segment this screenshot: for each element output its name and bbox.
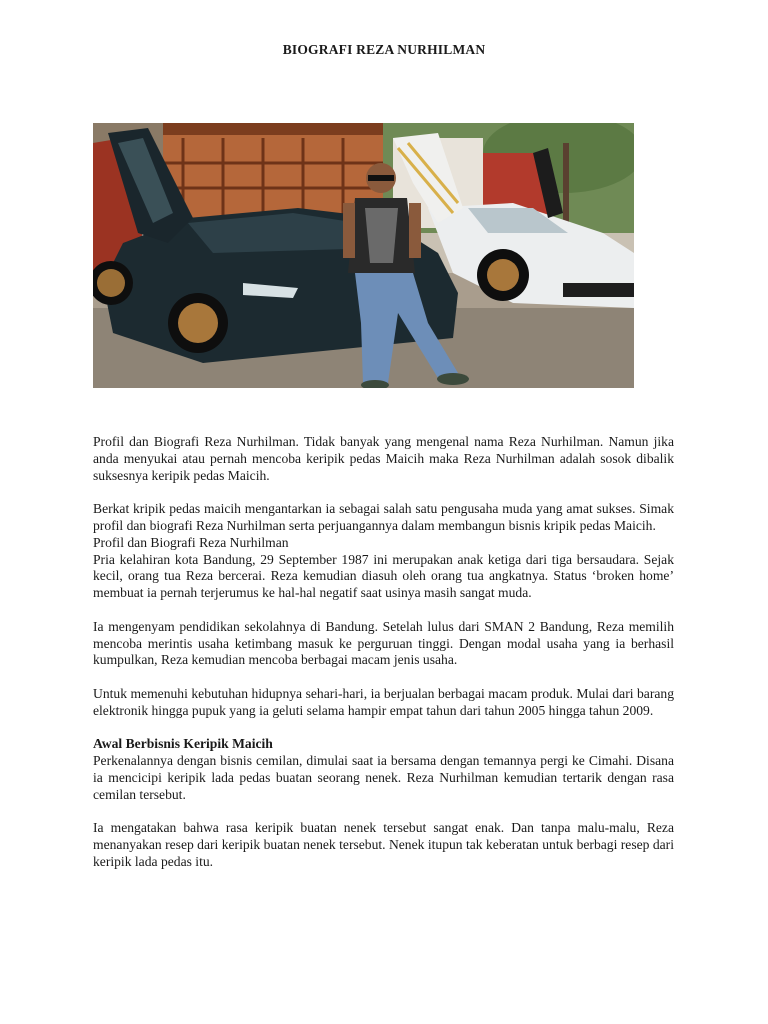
paragraph-cimahi: Perkenalannya dengan bisnis cemilan, dimulai saat ia bersama dengan temannya pergi ke Cimahi. Disana ia mencicipi keripik lada pedas buatan seorang nenek. Reza Nurhilman kemudian tertarik dengan rasa cemilan tersebut.: [93, 753, 674, 802]
section-heading: Awal Berbisnis Keripik Maicih: [93, 736, 273, 752]
document-title: BIOGRAFI REZA NURHILMAN: [282, 42, 486, 57]
paragraph-intro: Profil dan Biografi Reza Nurhilman. Tidak banyak yang mengenal nama Reza Nurhilman. Namun jika anda menyukai atau pernah mencoba keripik pedas Maicih maka Reza Nurhilman adalah sosok dibalik suksesnya keripik pedas Maicih.: [93, 434, 674, 483]
paragraph-education: Ia mengenyam pendidikan sekolahnya di Bandung. Setelah lulus dari SMAN 2 Bandung, Reza memilih mencoba merintis usaha ketimbang masuk ke perguruan tinggi. Dengan modal usaha yang ia berhasil kumpulkan, Reza kemudian mencoba berbagai macam jenis usaha.: [93, 618, 674, 668]
photo-man-with-sports-cars: [93, 123, 634, 388]
paragraph-success: Berkat kripik pedas maicih mengantarkan ia sebagai salah satu pengusaha muda yang amat sukses. Simak profil dan biografi Reza Nurhilman serta perjuangannya dalam membangun bisnis kripik pedas Maicih.: [93, 501, 674, 533]
paragraph-selling: Untuk memenuhi kebutuhan hidupnya sehari-hari, ia berjualan berbagai macam produk. Mulai dari barang elektronik hingga pupuk yang ia geluti selama hampir empat tahun dari tahun 2005 hingga tahun 2009.: [93, 685, 674, 718]
document-body: [93, 434, 674, 871]
paragraph-recipe: Ia mengatakan bahwa rasa keripik buatan nenek tersebut sangat enak. Dan tanpa malu-malu, Reza menanyakan resep dari keripik buatan nenek tersebut. Nenek itupun tak keberatan untuk berbagi resep dari keripik lada pedas itu.: [93, 820, 674, 869]
paragraph-early-life: Pria kelahiran kota Bandung, 29 September 1987 ini merupakan anak ketiga dari tiga bersaudara. Sejak kecil, orang tua Reza bercerai. Reza kemudian diasuh oleh orang tua angkatnya. Status ‘broken home’ membuat ia pernah terjerumus ke hal-hal negatif saat usinya masih sangat muda.: [93, 551, 674, 601]
paragraph-subtitle: Profil dan Biografi Reza Nurhilman: [93, 534, 289, 550]
